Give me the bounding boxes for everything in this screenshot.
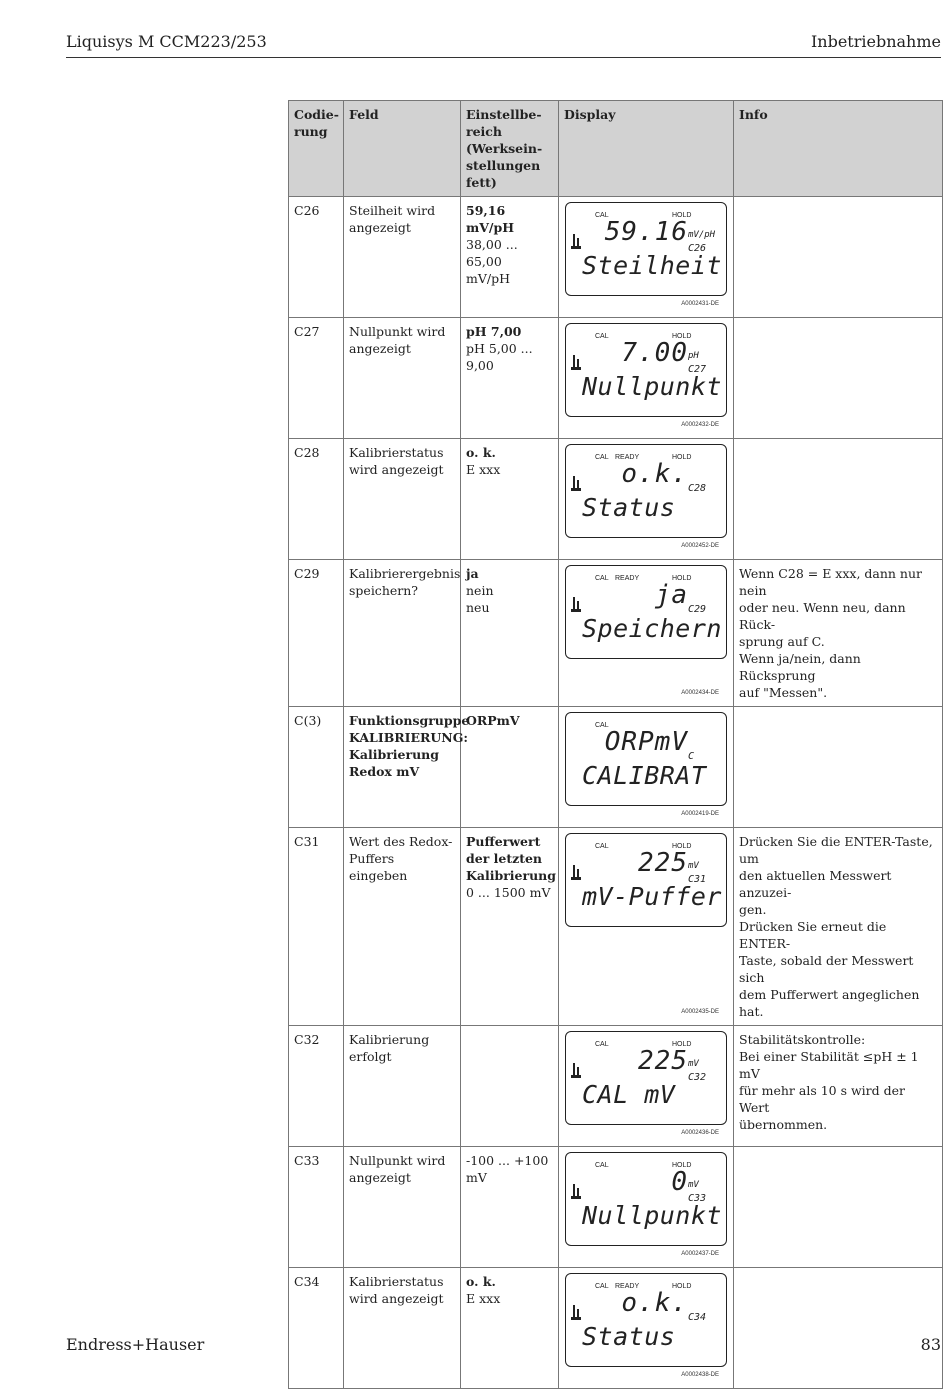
lcd-display [565,1152,727,1246]
info-line: sprung auf C. [739,634,825,649]
lcd-display [565,833,727,927]
row-display [559,318,734,439]
lcd-display [565,323,727,417]
row-display [559,1268,734,1389]
row-display [559,439,734,560]
setting-default: ja [466,566,479,581]
row-code: C31 [289,828,344,1026]
lcd-value: o.k. [621,1288,688,1318]
lcd-value: o.k. [621,459,688,489]
lcd-unit: pH [688,351,699,361]
header-setting-line: reich [466,124,502,139]
field-line: Kalibrierstatus [349,1274,444,1289]
lcd-unit: mV [688,1180,699,1190]
field-line: speichern? [349,583,418,598]
cal-indicator: CAL [595,722,609,729]
row-field [344,1268,461,1389]
document-title: Liquisys M CCM223/253 [66,32,267,51]
cal-indicator: CAL [595,1283,609,1290]
row-setting [461,560,559,707]
row-code: C33 [289,1147,344,1268]
hold-indicator: HOLD [672,1162,692,1169]
table-row [289,1026,943,1147]
info-line: dem Pufferwert angeglichen hat. [739,987,920,1019]
field-line: wird angezeigt [349,462,444,477]
field-line: Steilheit wird [349,203,436,218]
info-line: Bei einer Stabilität ≤pH ± 1 mV [739,1049,919,1081]
setting-default: 59,16 mV/pH [466,203,515,235]
lcd-text: mV-Puffer [582,882,722,911]
lcd-text: Steilheit [582,251,722,280]
row-field [344,1147,461,1268]
cal-indicator: CAL [595,454,609,461]
header-setting-line: Einstellbe- [466,107,542,122]
hold-indicator: HOLD [672,1283,692,1290]
figure-reference: A0002452-DE [681,543,719,549]
row-info [734,707,943,828]
lcd-code: C [688,751,695,762]
header-display: Display [559,101,734,197]
row-field [344,318,461,439]
lcd-display [565,444,727,538]
lcd-code: C31 [688,874,707,885]
table-row [289,707,943,828]
field-line: erfolgt [349,1049,392,1064]
footer-brand: Endress+Hauser [66,1335,205,1354]
table-header-row [289,101,943,197]
setting-default: Pufferwert [466,834,541,849]
setting-default: pH 7,00 [466,324,522,339]
sensor-icon [570,596,582,614]
table-row [289,560,943,707]
lcd-text: Nullpunkt [582,372,722,401]
header-setting-line: stellungen [466,158,541,173]
lcd-value: ja [654,580,688,610]
row-code: C32 [289,1026,344,1147]
info-line: Wenn C28 = E xxx, dann nur nein [739,566,922,598]
info-line: auf "Messen". [739,685,828,700]
row-info [734,318,943,439]
figure-reference: A0002431-DE [681,301,719,307]
header-setting-line: (Werksein- [466,141,543,156]
lcd-unit: mV [688,1059,699,1069]
field-line: Nullpunkt wird [349,1153,446,1168]
setting-default: o. k. [466,445,496,460]
lcd-display [565,202,727,296]
field-line: Kalibrierergebnis [349,566,461,581]
row-field [344,560,461,707]
lcd-value: ORPmV [604,727,688,757]
field-line: Nullpunkt wird [349,324,446,339]
header-setting [461,101,559,197]
header-setting-line: fett) [466,175,497,190]
lcd-display [565,1031,727,1125]
figure-reference: A0002432-DE [681,422,719,428]
row-setting [461,707,559,828]
cal-indicator: CAL [595,843,609,850]
field-line: angezeigt [349,341,411,356]
lcd-value: 0 [671,1167,688,1197]
lcd-value: 7.00 [621,338,688,368]
figure-reference: A0002436-DE [681,1130,719,1136]
cal-indicator: CAL [595,1162,609,1169]
row-display [559,707,734,828]
table-row [289,197,943,318]
row-info [734,1026,943,1147]
field-line-bold: KALIBRIERUNG: [349,730,469,745]
table-row [289,1147,943,1268]
field-line-bold: Kalibrierung [349,747,439,762]
hold-indicator: HOLD [672,333,692,340]
info-line: den aktuellen Messwert anzuzei- [739,868,892,900]
row-setting [461,197,559,318]
row-setting [461,1268,559,1389]
setting-range: neu [466,600,490,615]
row-info [734,560,943,707]
ready-indicator: READY [615,454,640,461]
info-line: oder neu. Wenn neu, dann Rück- [739,600,906,632]
field-line-bold: Funktionsgruppe [349,713,470,728]
hold-indicator: HOLD [672,575,692,582]
setting-range: 9,00 [466,358,494,373]
figure-reference: A0002437-DE [681,1251,719,1257]
row-info [734,197,943,318]
lcd-value: 225 [638,848,688,878]
setting-range: E xxx [466,1291,501,1306]
lcd-code: C33 [688,1193,707,1204]
row-code: C26 [289,197,344,318]
lcd-text: CAL mV [582,1080,676,1109]
row-field [344,439,461,560]
info-line: Taste, sobald der Messwert sich [739,953,914,985]
row-info [734,828,943,1026]
header-code [289,101,344,197]
setting-range: 0 ... 1500 mV [466,885,551,900]
row-setting [461,439,559,560]
field-line: Kalibrierstatus [349,445,444,460]
setting-range: mV/pH [466,271,510,286]
row-field [344,828,461,1026]
row-code: C29 [289,560,344,707]
row-field [344,197,461,318]
lcd-text: Status [582,1322,676,1351]
lcd-code: C34 [688,1312,707,1323]
row-code: C28 [289,439,344,560]
ready-indicator: READY [615,1283,640,1290]
sensor-icon [570,354,582,372]
lcd-text: Nullpunkt [582,1201,722,1230]
lcd-display [565,1273,727,1367]
field-line-bold: Redox mV [349,764,420,779]
sensor-icon [570,864,582,882]
figure-reference: A0002438-DE [681,1372,719,1378]
row-display [559,197,734,318]
field-line: Kalibrierung [349,1032,430,1047]
field-line: angezeigt [349,220,411,235]
row-code: C27 [289,318,344,439]
lcd-unit: mV [688,861,699,871]
row-info [734,1268,943,1389]
cal-indicator: CAL [595,575,609,582]
lcd-code: C32 [688,1072,707,1083]
figure-reference: A0002434-DE [681,690,719,696]
setting-range: mV [466,1170,487,1185]
info-line: Wenn ja/nein, dann Rücksprung [739,651,861,683]
header-code-line: rung [294,124,328,139]
table-row [289,828,943,1026]
cal-indicator: CAL [595,333,609,340]
setting-range: 38,00 ... 65,00 [466,237,518,269]
table-row [289,1268,943,1389]
lcd-unit: mV/pH [688,230,716,240]
lcd-text: CALIBRAT [582,761,707,790]
setting-default: der letzten [466,851,543,866]
sensor-icon [570,1304,582,1322]
lcd-value: 59.16 [604,217,688,247]
hold-indicator: HOLD [672,1041,692,1048]
field-line: wird angezeigt [349,1291,444,1306]
row-display [559,560,734,707]
row-display [559,828,734,1026]
row-setting [461,318,559,439]
hold-indicator: HOLD [672,212,692,219]
setting-range: E xxx [466,462,501,477]
table-row [289,439,943,560]
cal-indicator: CAL [595,1041,609,1048]
row-code: C(3) [289,707,344,828]
page-number: 83 [920,1335,941,1354]
row-setting [461,1147,559,1268]
setting-range: nein [466,583,494,598]
row-field [344,707,470,828]
row-info [734,1147,943,1268]
cal-indicator: CAL [595,212,609,219]
lcd-text: Status [582,493,676,522]
setting-range: pH 5,00 ... [466,341,533,356]
field-line: angezeigt [349,1170,411,1185]
figure-reference: A0002419-DE [681,811,719,817]
info-line: Drücken Sie erneut die ENTER- [739,919,887,951]
row-setting [461,828,559,1026]
lcd-value: 225 [638,1046,688,1076]
header-rule [66,57,941,58]
sensor-icon [570,233,582,251]
hold-indicator: HOLD [672,454,692,461]
header-code-line: Codie- [294,107,339,122]
row-display [559,1147,734,1268]
section-title: Inbetriebnahme [810,32,941,51]
row-setting [461,1026,559,1147]
lcd-code: C28 [688,483,707,494]
row-info [734,439,943,560]
info-line: übernommen. [739,1117,828,1132]
info-line: gen. [739,902,767,917]
row-code: C34 [289,1268,344,1389]
table-row [289,318,943,439]
sensor-icon [570,1183,582,1201]
figure-reference: A0002435-DE [681,1009,719,1015]
setting-default: ORPmV [466,713,520,728]
info-line: für mehr als 10 s wird der Wert [739,1083,906,1115]
row-field [344,1026,461,1147]
sensor-icon [570,475,582,493]
row-display [559,1026,734,1147]
lcd-code: C29 [688,604,707,615]
lcd-display [565,565,727,659]
setting-range: -100 ... +100 [466,1153,549,1168]
sensor-icon [570,1062,582,1080]
field-line: Puffers eingeben [349,851,408,883]
info-line: Stabilitätskontrolle: [739,1032,866,1047]
lcd-code: C26 [688,243,707,254]
field-line: Wert des Redox- [349,834,453,849]
lcd-text: Speichern [582,614,722,643]
header-info: Info [734,101,943,197]
setting-default: Kalibrierung [466,868,556,883]
lcd-display [565,712,727,806]
lcd-code: C27 [688,364,707,375]
hold-indicator: HOLD [672,843,692,850]
header-field: Feld [344,101,461,197]
calibration-table [288,100,943,1389]
setting-default: o. k. [466,1274,496,1289]
info-line: Drücken Sie die ENTER-Taste, um [739,834,933,866]
ready-indicator: READY [615,575,640,582]
